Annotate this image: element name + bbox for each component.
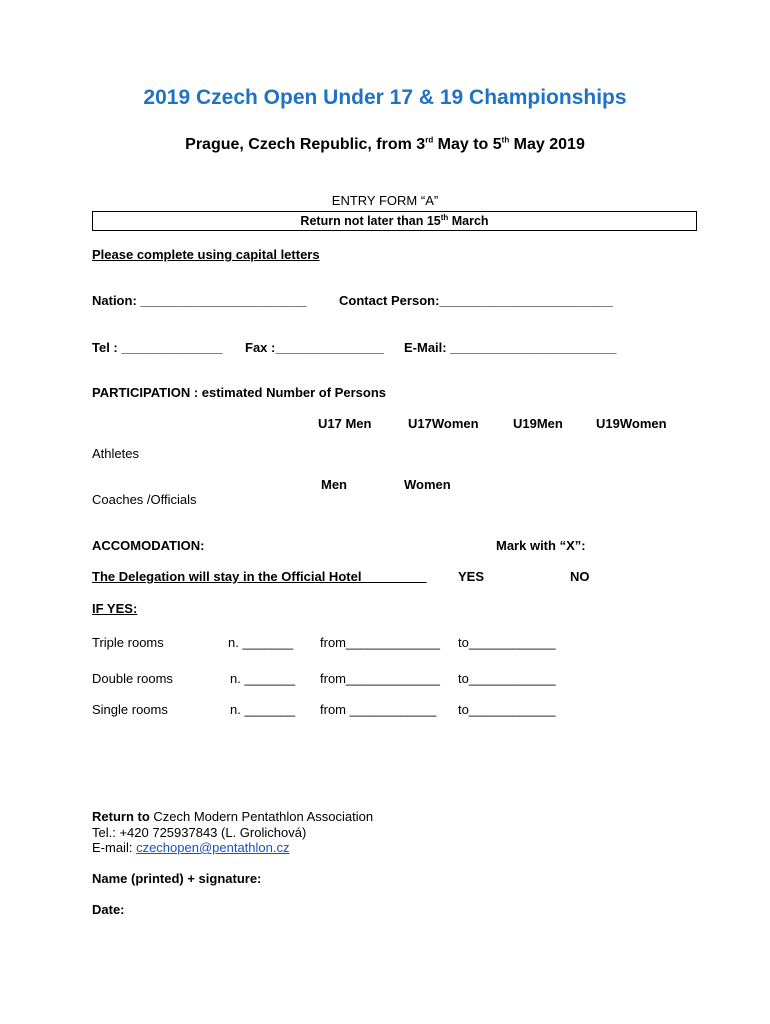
subtitle-part-1: Prague, Czech Republic, from 3	[185, 136, 426, 153]
coaches-label: Coaches /Officials	[92, 492, 197, 507]
triple-rooms-to[interactable]: to____________	[458, 635, 556, 650]
subtitle-sup-2: th	[501, 135, 510, 145]
double-rooms-from[interactable]: from_____________	[320, 671, 440, 686]
form-name: ENTRY FORM “A”	[331, 193, 439, 208]
return-to-org: Czech Modern Pentathlon Association	[149, 809, 374, 824]
return-to-line	[92, 809, 373, 824]
triple-rooms-from[interactable]: from_____________	[320, 635, 440, 650]
document-title: 2019 Czech Open Under 17 & 19 Championships	[143, 86, 627, 109]
triple-rooms-count[interactable]: n. _______	[228, 635, 294, 650]
contact-person-field[interactable]: Contact Person:________________________	[339, 293, 613, 308]
return-deadline-box	[92, 211, 697, 231]
contact-tel: Tel.: +420 725937843 (L. Grolichová)	[92, 825, 307, 840]
triple-rooms-label: Triple rooms	[92, 635, 164, 650]
instruction-text: Please complete using capital letters	[92, 247, 320, 262]
double-rooms-count[interactable]: n. _______	[230, 671, 296, 686]
double-rooms-label: Double rooms	[92, 671, 173, 686]
event-subtitle	[0, 136, 770, 154]
col-men: Men	[321, 477, 347, 492]
email-link[interactable]: czechopen@pentathlon.cz	[136, 840, 290, 855]
subtitle-part-2: May to 5	[433, 136, 502, 153]
if-yes-label: IF YES:	[92, 601, 138, 616]
mark-with-x-label: Mark with “X”:	[496, 538, 586, 553]
single-rooms-from[interactable]: from ____________	[320, 702, 437, 717]
col-u19-men: U19Men	[513, 416, 563, 431]
athletes-label: Athletes	[92, 446, 139, 461]
accommodation-heading: ACCOMODATION:	[92, 538, 205, 553]
return-part-2: March	[448, 214, 489, 228]
single-rooms-label: Single rooms	[92, 702, 168, 717]
double-rooms-to[interactable]: to____________	[458, 671, 556, 686]
return-to-bold: Return to	[92, 809, 150, 824]
col-u17-women: U17Women	[408, 416, 479, 431]
subtitle-part-3: May 2019	[509, 136, 585, 153]
name-signature-label: Name (printed) + signature:	[92, 871, 262, 886]
nation-field[interactable]: Nation: _______________________	[92, 293, 307, 308]
contact-email-line	[92, 840, 289, 855]
single-rooms-count[interactable]: n. _______	[230, 702, 296, 717]
col-u17-men: U17 Men	[318, 416, 372, 431]
no-option[interactable]: NO	[570, 569, 590, 584]
hotel-question: The Delegation will stay in the Official Hotel_________	[92, 569, 427, 584]
date-label: Date:	[92, 902, 125, 917]
email-label: E-mail:	[92, 840, 137, 855]
tel-field[interactable]: Tel : ______________	[92, 340, 223, 355]
return-sup: th	[440, 212, 449, 222]
return-part-1: Return not later than 15	[300, 214, 441, 228]
email-field[interactable]: E-Mail: _______________________	[404, 340, 617, 355]
col-women: Women	[404, 477, 451, 492]
yes-option[interactable]: YES	[458, 569, 485, 584]
fax-field[interactable]: Fax :_______________	[245, 340, 384, 355]
col-u19-women: U19Women	[596, 416, 667, 431]
participation-heading: PARTICIPATION : estimated Number of Persons	[92, 385, 386, 400]
single-rooms-to[interactable]: to____________	[458, 702, 556, 717]
subtitle-sup-1: rd	[425, 135, 434, 145]
